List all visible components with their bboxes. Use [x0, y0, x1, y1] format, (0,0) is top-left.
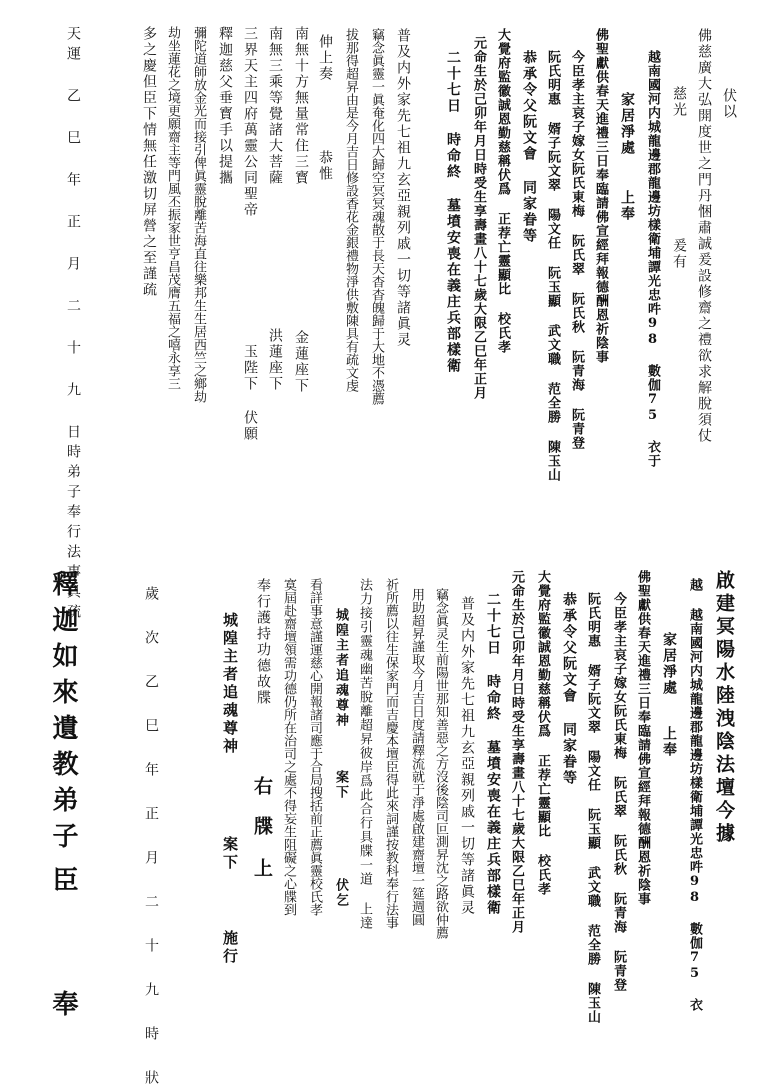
top-col-20: 彌陀道師放金光而接引俾眞靈脫離苦海直往樂邦生生居西竺之鄉劫 — [191, 26, 206, 403]
bottom-col-12: 竊念眞灵生前陽世那知善惡之方沒後陰司叵測昇沈之路欲仲薦 — [433, 588, 448, 939]
bottom-col-20c: 施行 — [221, 930, 239, 966]
bottom-col-21-date: 歲 次 乙 巳 年 正 月 二 十 九 時 狀 — [143, 586, 159, 1091]
bottom-col-19d: 上 — [251, 858, 273, 881]
bottom-col-19: 奉行護持功德故牒 — [255, 578, 271, 706]
top-col-17b: 洪蓮座下 — [267, 328, 283, 392]
bottom-title: 啟建冥陽水陸洩陰法壇今據 — [713, 570, 735, 846]
bottom-col-13: 用助超昇謹取今月吉日度請釋流就于淨處啟建齋壇一筵週圓 — [409, 588, 424, 926]
bottom-col-22c: 奉 — [48, 990, 78, 1026]
bottom-col-2: 越 越南國河内城龍邊郡龍邊坊樣衛埔譚光忠吽98 數伽75 衣 — [687, 578, 702, 1012]
bottom-col-16c: 伏乞 — [333, 878, 348, 908]
top-col-14: 拔那得超昇由是今月吉日修設香花金銀禮物淨供敷陳具有疏文虔 — [343, 28, 358, 392]
top-col-21: 劫坐蓮花之境更願齋主等門風丕振家世亨昌茂膺五福之嘻永享三 — [165, 26, 180, 390]
bottom-col-11: 普及内外家先七祖九玄亞親列戚一切等諸眞灵 — [459, 596, 475, 916]
top-col-22: 多之慶但臣下情無任激切屏營之至謹疏 — [141, 26, 157, 298]
top-col-4b: 上奉 — [619, 190, 635, 222]
bottom-col-3b: 上奉 — [661, 726, 677, 758]
bottom-col-18: 寞屆赴齋壇領需功德仍所在治司之處不得妄生阻礙之心牒到 — [281, 578, 296, 916]
top-col-17a: 南無三乘等覺諸大菩薩 — [267, 26, 283, 186]
bottom-col-19c: 牒 — [251, 816, 273, 839]
bottom-col-9: 元命生於己卯年月日時受生享壽畫八十七歲大限乙巳年正月 — [509, 570, 524, 934]
top-col-9: 大覺府監徽誠恩勤慈稱伏爲 正荐亡靈顯比 校氏孝 — [495, 28, 510, 354]
bottom-col-17: 看詳事意謹運慈心開報諸司應于合局搜括前正薦眞靈校氏孝 — [307, 578, 322, 916]
top-col-10: 元命生於己卯年月日時受生享壽畫八十七歲大限乙巳年正月 — [471, 36, 486, 400]
bottom-col-14: 祈所薦以往生保家門而吉慶本壇臣得此來詞謹按教科奉行法事 — [383, 578, 398, 929]
top-col-7: 阮氏明惠 婿子阮文翠 陽文任 阮玉顯 武文職 范全勝 陳玉山 — [545, 50, 560, 482]
top-col-15b: 恭惟 — [317, 150, 333, 182]
top-col-2b: 爰有 — [671, 238, 687, 270]
top-col-2a: 慈光 — [671, 86, 687, 118]
top-col-3: 越南國河内城龍邊郡龍邊坊樣衛埔譚光忠吽98 數伽75 衣于 — [645, 50, 660, 468]
top-col-4a: 家居淨處 — [619, 92, 635, 156]
top-col-23-date: 天運 乙 巳 年 正 月 二 十 九 日時弟子奉行法事具疏 — [65, 26, 81, 624]
top-col-18b: 玉陛下 伏願 — [242, 344, 258, 442]
top-col-13: 竊念眞靈一眞奄化四大歸空冥冥魂散于長天杳杳魄歸于大地不憑薦 — [369, 28, 384, 405]
bottom-col-15: 法力接引靈魂幽苦脫離超昇彼岸爲此合行具牒一道 上達 — [357, 578, 372, 930]
top-col-8: 恭承令父阮文會 同家眷等 — [521, 50, 537, 244]
top-col-12: 普及内外家先七祖九玄亞親列戚一切等諸眞灵 — [395, 28, 411, 348]
bottom-col-8: 大覺府監徽誠恩勤慈稱伏爲 正荐亡靈顯比 校氏孝 — [535, 570, 550, 896]
top-col-11: 二十七日 時命終 墓墳安喪在義庄兵部樣衛 — [445, 50, 461, 374]
bottom-col-22a: 釋迦如來遺教弟子 — [48, 570, 78, 858]
bottom-col-6: 阮氏明惠 婿子阮文翠 陽文任 阮玉顯 武文職 范全勝 陳玉山 — [585, 592, 600, 1024]
top-col-16a: 南無十方無量常住三寳 — [293, 26, 309, 186]
bottom-col-22b: 臣 — [48, 866, 78, 902]
top-col-16b: 金蓮座下 — [293, 330, 309, 394]
top-col-19: 釋迦慈父垂寳手以提攜 — [217, 26, 233, 186]
bottom-col-19b: 右 — [251, 776, 273, 799]
bottom-col-3a: 家居淨處 — [661, 632, 677, 696]
bottom-col-16b: 案下 — [333, 770, 348, 800]
top-col-1: 佛慈廣大弘開度世之門丹悃肅誠爰設修齋之禮欲求解脫須仗 — [696, 28, 712, 444]
bottom-col-20a: 城隍主者追魂尊神 — [221, 612, 239, 756]
bottom-col-10: 二十七日 時命終 墓墳安喪在義庄兵部樣衛 — [485, 592, 501, 916]
bottom-col-16a: 城隍主者追魂尊神 — [333, 608, 348, 728]
top-col-15a: 伸上奏 — [317, 34, 333, 82]
top-col-18a: 三界天主四府萬靈公同聖帝 — [242, 26, 258, 218]
bottom-col-5: 今臣孝主哀子嫁女阮氏東梅 阮氏翠 阮氏秋 阮青海 阮青登 — [611, 592, 626, 992]
fuyi-text: 伏以 — [721, 88, 737, 120]
top-col-5: 佛聖獻供春天進禮三日奉臨請佛宣經拜報德酬恩祈陰事 — [593, 28, 608, 364]
bottom-col-20b: 案下 — [221, 836, 239, 872]
bottom-col-4: 佛聖獻供春天進禮三日奉臨請佛宣經拜報德酬恩祈陰事 — [635, 570, 650, 906]
top-col-6: 今臣孝主哀子嫁女阮氏東梅 阮氏翠 阮氏秋 阮青海 阮青登 — [569, 50, 584, 450]
bottom-col-7: 恭承令父阮文會 同家眷等 — [561, 592, 577, 786]
